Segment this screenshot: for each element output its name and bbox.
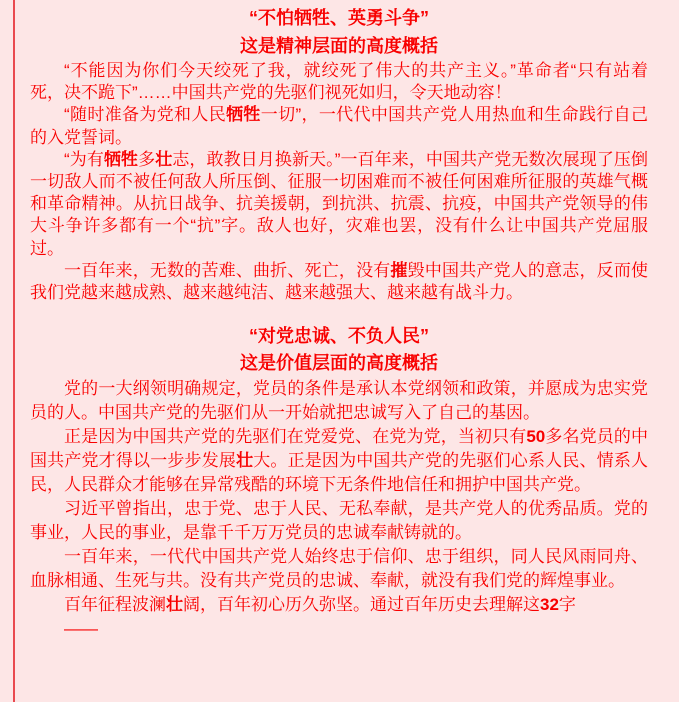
section-subtitle: 这是价值层面的高度概括: [240, 353, 438, 374]
emphasized-text: 壮: [236, 451, 254, 471]
emphasized-text: 牺牲: [226, 105, 261, 125]
section-title: “对党忠诚、不负人民”: [249, 326, 429, 347]
section-spirit: [30, 4, 648, 304]
text-run: 毁中国共产党人的意志，反而使我们党越来越成熟、越来越纯洁、越来越强大、越来越有战斗力。: [30, 260, 649, 303]
emphasized-text: 牺牲: [103, 149, 139, 169]
emphasized-text: 32: [540, 595, 559, 615]
paragraph: [30, 545, 648, 593]
text-run: 大。正是因为中国共产党的先驱们心系人民、情系人民，人民群众才能够在异常残酷的环境下无条件地信任和拥护中国共产党。: [30, 451, 649, 495]
text-run: 阔，百年初心历久弥坚。通过百年历史去理解这: [183, 595, 540, 615]
paragraph: [30, 149, 648, 260]
section-paragraphs: [30, 377, 648, 641]
section-paragraphs: [30, 60, 648, 304]
paragraph: [30, 617, 648, 641]
paragraph: [30, 377, 648, 425]
text-run: 一百年来，一代代中国共产党人始终忠于信仰、忠于组织，同人民风雨同舟、血脉相通、生死与共。没有共产党员的忠诚、奉献，就没有我们党的辉煌事业。: [30, 547, 648, 591]
text-run: 习近平曾指出，忠于党、忠于人民、无私奉献，是共产党人的优秀品质。党的事业，人民的事业，是靠千千万万党员的忠诚奉献铸就的。: [30, 499, 648, 543]
text-run: 正是因为中国共产党的先驱们在党爱党、在党为党，当初只有: [64, 427, 527, 447]
text-run: 党的一大纲领明确规定，党员的条件是承认本党纲领和政策，并愿成为忠实党员的人。中国共产党的先驱们从一开始就把忠诚写入了自己的基因。: [30, 379, 648, 423]
text-run: 多名党员的中国共产党才得以一步步发展: [30, 427, 649, 471]
section-loyalty: [30, 323, 648, 641]
emphasized-text: 壮: [155, 149, 173, 169]
emphasized-text: 50: [526, 427, 546, 447]
text-run: 一百年来，无数的苦难、曲折、死亡，没有: [64, 260, 391, 280]
text-run: ——: [64, 619, 98, 639]
text-run: “随时准备为党和人民: [64, 105, 227, 125]
text-run: “为有: [64, 149, 104, 169]
paragraph: [30, 425, 648, 497]
article-content: [30, 4, 648, 641]
paragraph: [30, 260, 648, 304]
paragraph: [30, 60, 648, 104]
text-run: 字: [558, 595, 576, 615]
text-run: “不能因为你们今天绞死了我，就绞死了伟大的共产主义。”革命者“只有站着死，决不跪下”……中国共产党的先驱们视死如归，令天地动容！: [30, 61, 648, 103]
text-run: 百年征程波澜: [64, 595, 166, 615]
left-accent-line: [13, 0, 15, 702]
emphasized-text: 壮: [166, 595, 183, 615]
text-run: 多: [138, 149, 156, 169]
text-run: 志，敢教日月换新天。”一百年来，中国共产党无数次展现了压倒一切敌人而不被任何敌人所压倒、征服一切困难而不被任何困难所征服的英雄气概和革命精神。从抗日战争、抗美援朝，到抗洪、抗震、抗疫，中国共产党领导的伟大斗争许多都有一个“抗”字。敌人也好，灾难也罢，没有什么让中国共产党屈服过。: [30, 149, 648, 258]
paragraph: [30, 497, 648, 545]
section-subtitle: 这是精神层面的高度概括: [240, 36, 438, 56]
paragraph: [30, 104, 648, 148]
text-run: 一切”，一代代中国共产党人用热血和生命践行自己的入党誓词。: [30, 105, 648, 147]
paragraph: [30, 593, 648, 617]
section-title: “不怕牺牲、英勇斗争”: [249, 8, 429, 28]
emphasized-text: 摧: [390, 260, 408, 280]
